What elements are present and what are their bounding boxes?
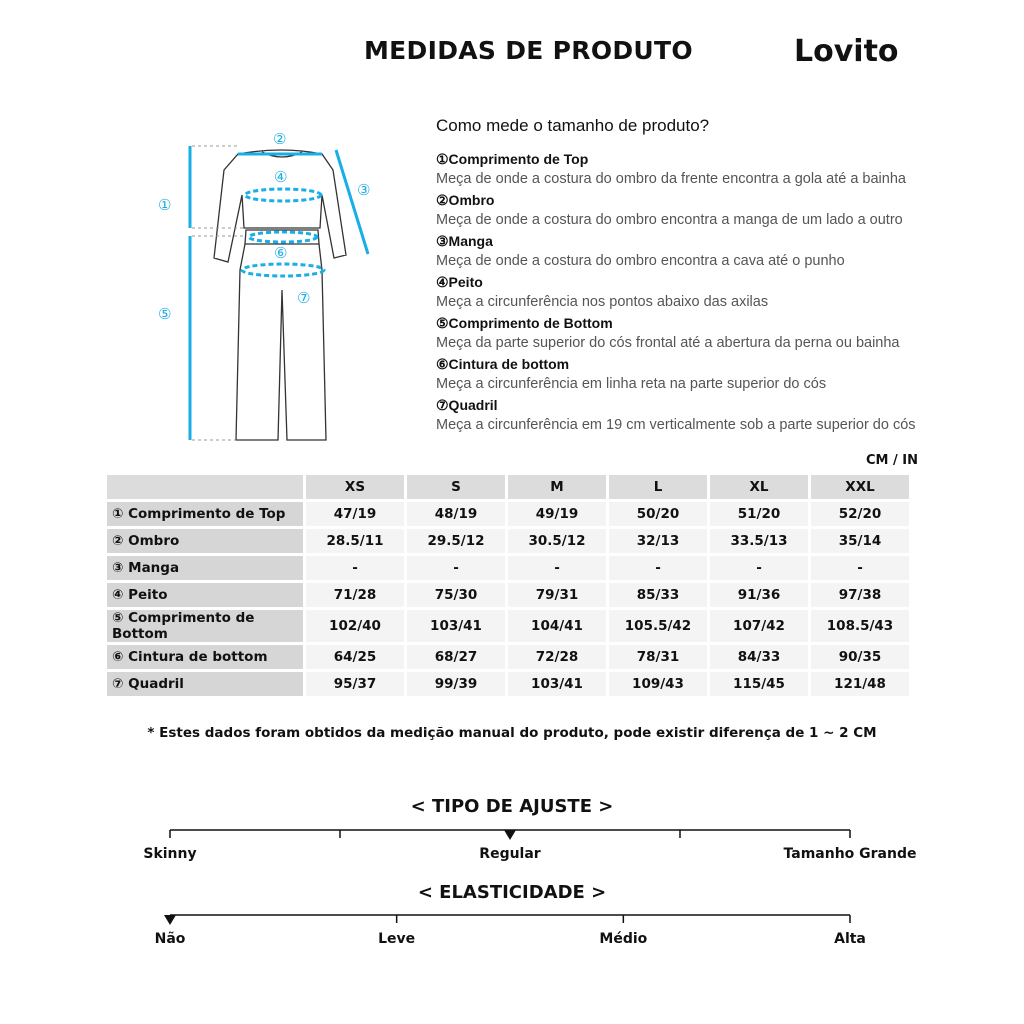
elasticity-scale — [154, 905, 866, 965]
table-row — [107, 502, 909, 526]
size-value-cell: 107/42 — [710, 610, 808, 642]
garment-diagram — [150, 125, 390, 455]
size-value-cell: 102/40 — [306, 610, 404, 642]
row-label: ② Ombro — [107, 529, 303, 553]
size-value-cell: 95/37 — [306, 672, 404, 696]
size-header: XS — [306, 475, 404, 499]
size-value-cell: - — [407, 556, 505, 580]
fit-scale — [143, 820, 917, 880]
row-label: ⑤ Comprimento de Bottom — [107, 610, 303, 642]
fit-title: < TIPO DE AJUSTE > — [410, 796, 614, 817]
size-value-cell: 64/25 — [306, 645, 404, 669]
guide-item — [436, 313, 996, 354]
table-row — [107, 529, 909, 553]
guide-item — [436, 395, 996, 436]
elasticity-axis — [170, 905, 850, 925]
fit-label: Regular — [479, 846, 541, 862]
size-value-cell: 104/41 — [508, 610, 606, 642]
measurement-note: * Estes dados foram obtidos da medição manual do produto, pode existir diferença de 1 ~ 2 CM — [147, 725, 877, 741]
size-value-cell: 99/39 — [407, 672, 505, 696]
size-value-cell: 78/31 — [609, 645, 707, 669]
size-value-cell: 115/45 — [710, 672, 808, 696]
elasticity-title: < ELASTICIDADE > — [417, 882, 607, 903]
fit-label: Tamanho Grande — [783, 846, 917, 862]
size-value-cell: 30.5/12 — [508, 529, 606, 553]
row-label: ⑦ Quadril — [107, 672, 303, 696]
guide-item-name: ③Manga — [436, 233, 493, 249]
size-value-cell: 35/14 — [811, 529, 909, 553]
row-label: ③ Manga — [107, 556, 303, 580]
row-label: ④ Peito — [107, 583, 303, 607]
marker-7: ⑦ — [297, 289, 311, 307]
size-value-cell: 71/28 — [306, 583, 404, 607]
marker-5: ⑤ — [158, 305, 172, 323]
table-row — [107, 672, 909, 696]
page-title: MEDIDAS DE PRODUTO — [364, 36, 693, 65]
marker-3: ③ — [357, 181, 371, 199]
size-value-cell: 33.5/13 — [710, 529, 808, 553]
table-row — [107, 645, 909, 669]
marker-4: ④ — [274, 168, 288, 186]
table-row — [107, 610, 909, 642]
size-value-cell: 47/19 — [306, 502, 404, 526]
size-value-cell: 121/48 — [811, 672, 909, 696]
elasticity-label: Leve — [378, 931, 416, 947]
guide-item-name: ⑥Cintura de bottom — [436, 356, 570, 372]
guide-item — [436, 354, 996, 395]
size-value-cell: 85/33 — [609, 583, 707, 607]
elasticity-pointer-icon — [164, 915, 176, 925]
elasticity-label: Alta — [834, 931, 866, 947]
size-value-cell: 49/19 — [508, 502, 606, 526]
table-row — [107, 556, 909, 580]
size-value-cell: 108.5/43 — [811, 610, 909, 642]
guide-item-desc: Meça de onde a costura do ombro encontra a cava até o punho — [436, 253, 845, 269]
marker-2: ② — [273, 130, 287, 148]
row-label: ⑥ Cintura de bottom — [107, 645, 303, 669]
size-value-cell: 105.5/42 — [609, 610, 707, 642]
size-header: XXL — [811, 475, 909, 499]
size-value-cell: 29.5/12 — [407, 529, 505, 553]
size-value-cell: 32/13 — [609, 529, 707, 553]
size-value-cell: 103/41 — [508, 672, 606, 696]
size-value-cell: - — [710, 556, 808, 580]
size-value-cell: 79/31 — [508, 583, 606, 607]
fit-axis — [170, 820, 850, 840]
row-label: ① Comprimento de Top — [107, 502, 303, 526]
guide-item-name: ④Peito — [436, 274, 483, 290]
size-value-cell: 91/36 — [710, 583, 808, 607]
size-header: L — [609, 475, 707, 499]
guide-item — [436, 231, 996, 272]
measurement-guide — [436, 116, 996, 436]
guide-item-name: ①Comprimento de Top — [436, 151, 589, 167]
marker-1: ① — [158, 196, 172, 214]
guide-item — [436, 272, 996, 313]
fit-pointer-icon — [504, 830, 516, 840]
size-value-cell: 90/35 — [811, 645, 909, 669]
size-value-cell: 75/30 — [407, 583, 505, 607]
guide-item-desc: Meça a circunferência em 19 cm verticalmente sob a parte superior do cós — [436, 417, 916, 433]
size-value-cell: 51/20 — [710, 502, 808, 526]
size-header: XL — [710, 475, 808, 499]
size-value-cell: - — [508, 556, 606, 580]
elasticity-label: Não — [154, 931, 186, 947]
size-table — [104, 472, 912, 699]
size-value-cell: 68/27 — [407, 645, 505, 669]
guide-item-name: ⑤Comprimento de Bottom — [436, 315, 613, 331]
unit-label: CM / IN — [866, 453, 918, 468]
size-value-cell: - — [306, 556, 404, 580]
guide-item-desc: Meça de onde a costura do ombro da frente encontra a gola até a bainha — [436, 171, 906, 187]
size-value-cell: 52/20 — [811, 502, 909, 526]
guide-title: Como mede o tamanho de produto? — [436, 116, 710, 135]
garment-outline — [214, 150, 346, 440]
table-corner — [107, 475, 303, 499]
guide-item-desc: Meça a circunferência nos pontos abaixo das axilas — [436, 294, 769, 310]
size-value-cell: 84/33 — [710, 645, 808, 669]
size-value-cell: 48/19 — [407, 502, 505, 526]
brand-logo: Lovito — [794, 34, 899, 69]
size-value-cell: 97/38 — [811, 583, 909, 607]
marker-6: ⑥ — [274, 244, 288, 262]
size-value-cell: - — [609, 556, 707, 580]
guide-item-name: ⑦Quadril — [436, 397, 498, 413]
size-header: S — [407, 475, 505, 499]
guide-item-name: ②Ombro — [436, 192, 495, 208]
guide-item — [436, 149, 996, 190]
table-row — [107, 583, 909, 607]
elasticity-label: Médio — [599, 931, 648, 947]
guide-lines — [192, 146, 246, 440]
table-header-row — [107, 475, 909, 499]
size-value-cell: 103/41 — [407, 610, 505, 642]
guide-item — [436, 190, 996, 231]
size-header: M — [508, 475, 606, 499]
guide-item-desc: Meça de onde a costura do ombro encontra a manga de um lado a outro — [436, 212, 903, 228]
size-value-cell: 109/43 — [609, 672, 707, 696]
size-value-cell: 72/28 — [508, 645, 606, 669]
size-value-cell: 50/20 — [609, 502, 707, 526]
size-value-cell: - — [811, 556, 909, 580]
guide-item-desc: Meça a circunferência em linha reta na parte superior do cós — [436, 376, 827, 392]
size-value-cell: 28.5/11 — [306, 529, 404, 553]
guide-item-desc: Meça da parte superior do cós frontal até a abertura da perna ou bainha — [436, 335, 900, 351]
fit-label: Skinny — [143, 846, 197, 862]
